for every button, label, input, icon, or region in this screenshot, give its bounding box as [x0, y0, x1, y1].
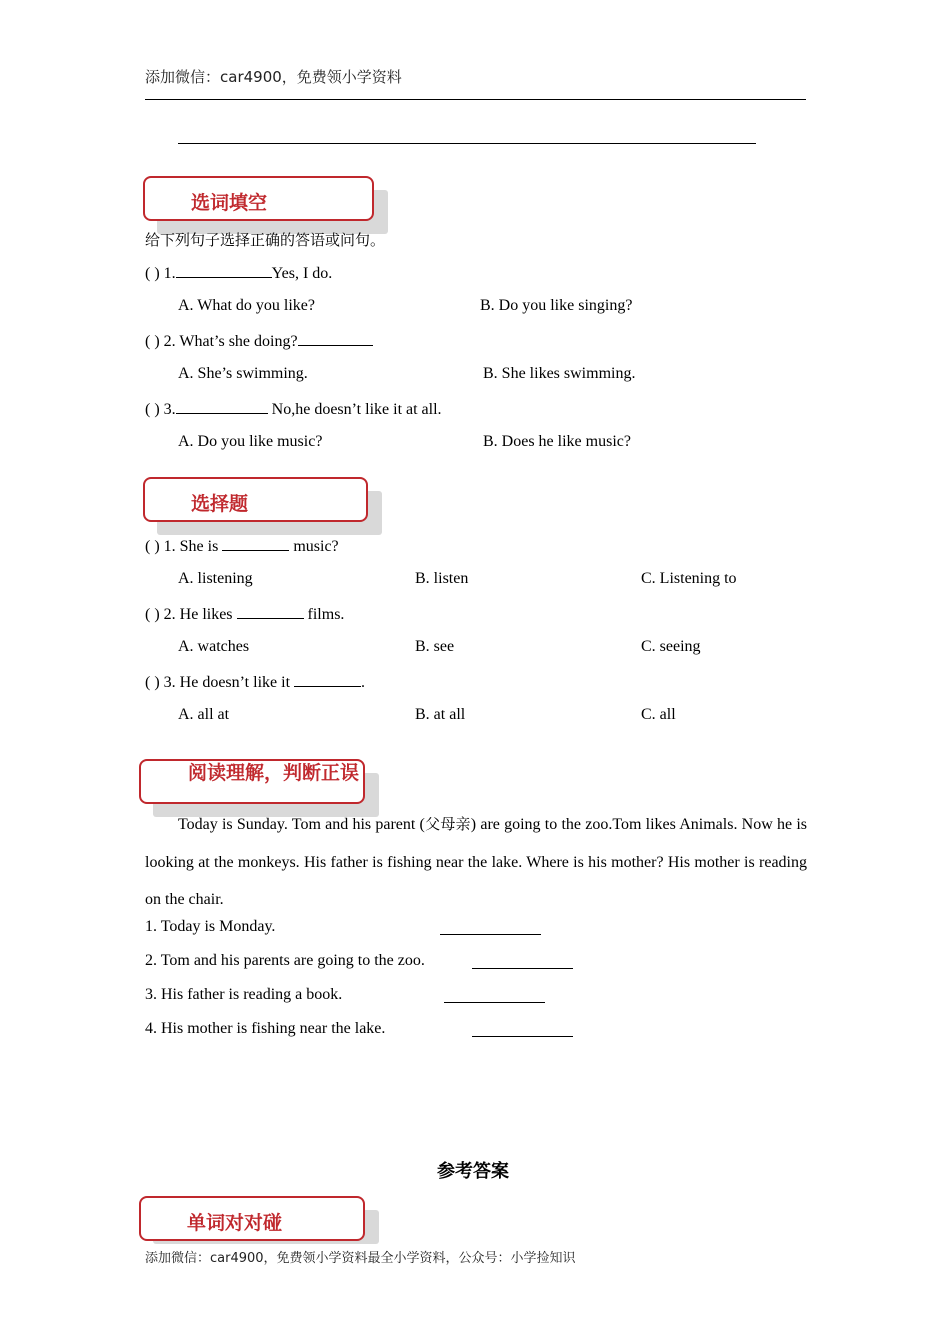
answer-blank	[176, 263, 272, 278]
answer-blank	[237, 604, 304, 619]
passage-chinese-note: 父母亲	[424, 815, 471, 833]
question-2	[145, 604, 344, 624]
option-b: B. listen	[415, 570, 469, 587]
answer-blank	[176, 399, 268, 414]
passage-text: ) are going to the zoo.Tom likes Animals. Now he is looking at the monkeys. His father is fishing near the lake. Where is his mother? His mother is reading on the chair.	[145, 816, 808, 908]
option-b: B. at all	[415, 706, 466, 723]
judge-blank	[444, 1002, 545, 1003]
option-a: A. Do you like music?	[178, 433, 323, 450]
question-suffix: No,he doesn’t like it at all.	[267, 401, 442, 418]
option-a: A. all at	[178, 706, 230, 723]
option-c: C. seeing	[641, 638, 701, 655]
answer-blank	[222, 536, 289, 551]
statement-2: 2. Tom and his parents are going to the zoo.	[145, 952, 425, 969]
statement-3: 3. His father is reading a book.	[145, 986, 343, 1003]
section-instruction: 给下列句子选择正确的答语或问句。	[145, 231, 386, 249]
section-heading-word-match	[139, 1196, 379, 1244]
question-suffix: films.	[303, 606, 345, 623]
judge-blank	[472, 968, 573, 969]
header-note: 添加微信：car4900，免费领小学资料	[145, 68, 402, 86]
option-a: A. listening	[178, 570, 253, 587]
judge-blank	[440, 934, 541, 935]
question-3	[145, 672, 365, 692]
question-prefix: ( ) 3. He doesn’t like it	[145, 674, 295, 691]
section-title: 选择题	[191, 493, 249, 515]
statement-4: 4. His mother is fishing near the lake.	[145, 1020, 386, 1037]
section-title: 选词填空	[191, 192, 268, 214]
passage-text: Today is Sunday. Tom and his parent (	[178, 816, 425, 833]
question-suffix: Yes, I do.	[271, 265, 333, 282]
header-rule	[145, 99, 806, 100]
section-title: 阅读理解，判断正误	[188, 762, 360, 784]
option-a: A. She’s swimming.	[178, 365, 308, 382]
footer-note: 添加微信：car4900，免费领小学资料最全小学资料，公众号：小学捡知识	[145, 1251, 576, 1266]
answer-blank	[298, 331, 373, 346]
option-c: C. all	[641, 706, 676, 723]
question-prefix: ( ) 3.	[145, 401, 176, 418]
question-suffix: .	[361, 674, 366, 691]
option-c: C. Listening to	[641, 570, 737, 587]
reading-passage	[145, 806, 807, 919]
option-a: A. What do you like?	[178, 297, 316, 314]
judge-blank	[472, 1036, 573, 1037]
question-suffix: music?	[289, 538, 339, 555]
question-3	[145, 399, 442, 419]
section-title: 单词对对碰	[187, 1212, 283, 1234]
option-b: B. She likes swimming.	[483, 365, 636, 382]
option-b: B. Does he like music?	[483, 433, 631, 450]
option-b: B. Do you like singing?	[480, 297, 633, 314]
question-prefix: ( ) 2. What’s she doing?	[145, 333, 298, 350]
answer-line	[178, 143, 756, 144]
section-heading-fill-in	[143, 176, 388, 234]
question-1	[145, 536, 339, 556]
question-prefix: ( ) 1. She is	[145, 538, 223, 555]
answers-title: 参考答案	[437, 1161, 509, 1182]
section-heading-multiple-choice	[143, 477, 382, 535]
question-prefix: ( ) 2. He likes	[145, 606, 237, 623]
question-2	[145, 331, 373, 351]
option-b: B. see	[415, 638, 455, 655]
statement-1: 1. Today is Monday.	[145, 918, 276, 935]
option-a: A. watches	[178, 638, 250, 655]
question-1	[145, 263, 332, 283]
question-prefix: ( ) 1.	[145, 265, 176, 282]
answer-blank	[294, 672, 361, 687]
